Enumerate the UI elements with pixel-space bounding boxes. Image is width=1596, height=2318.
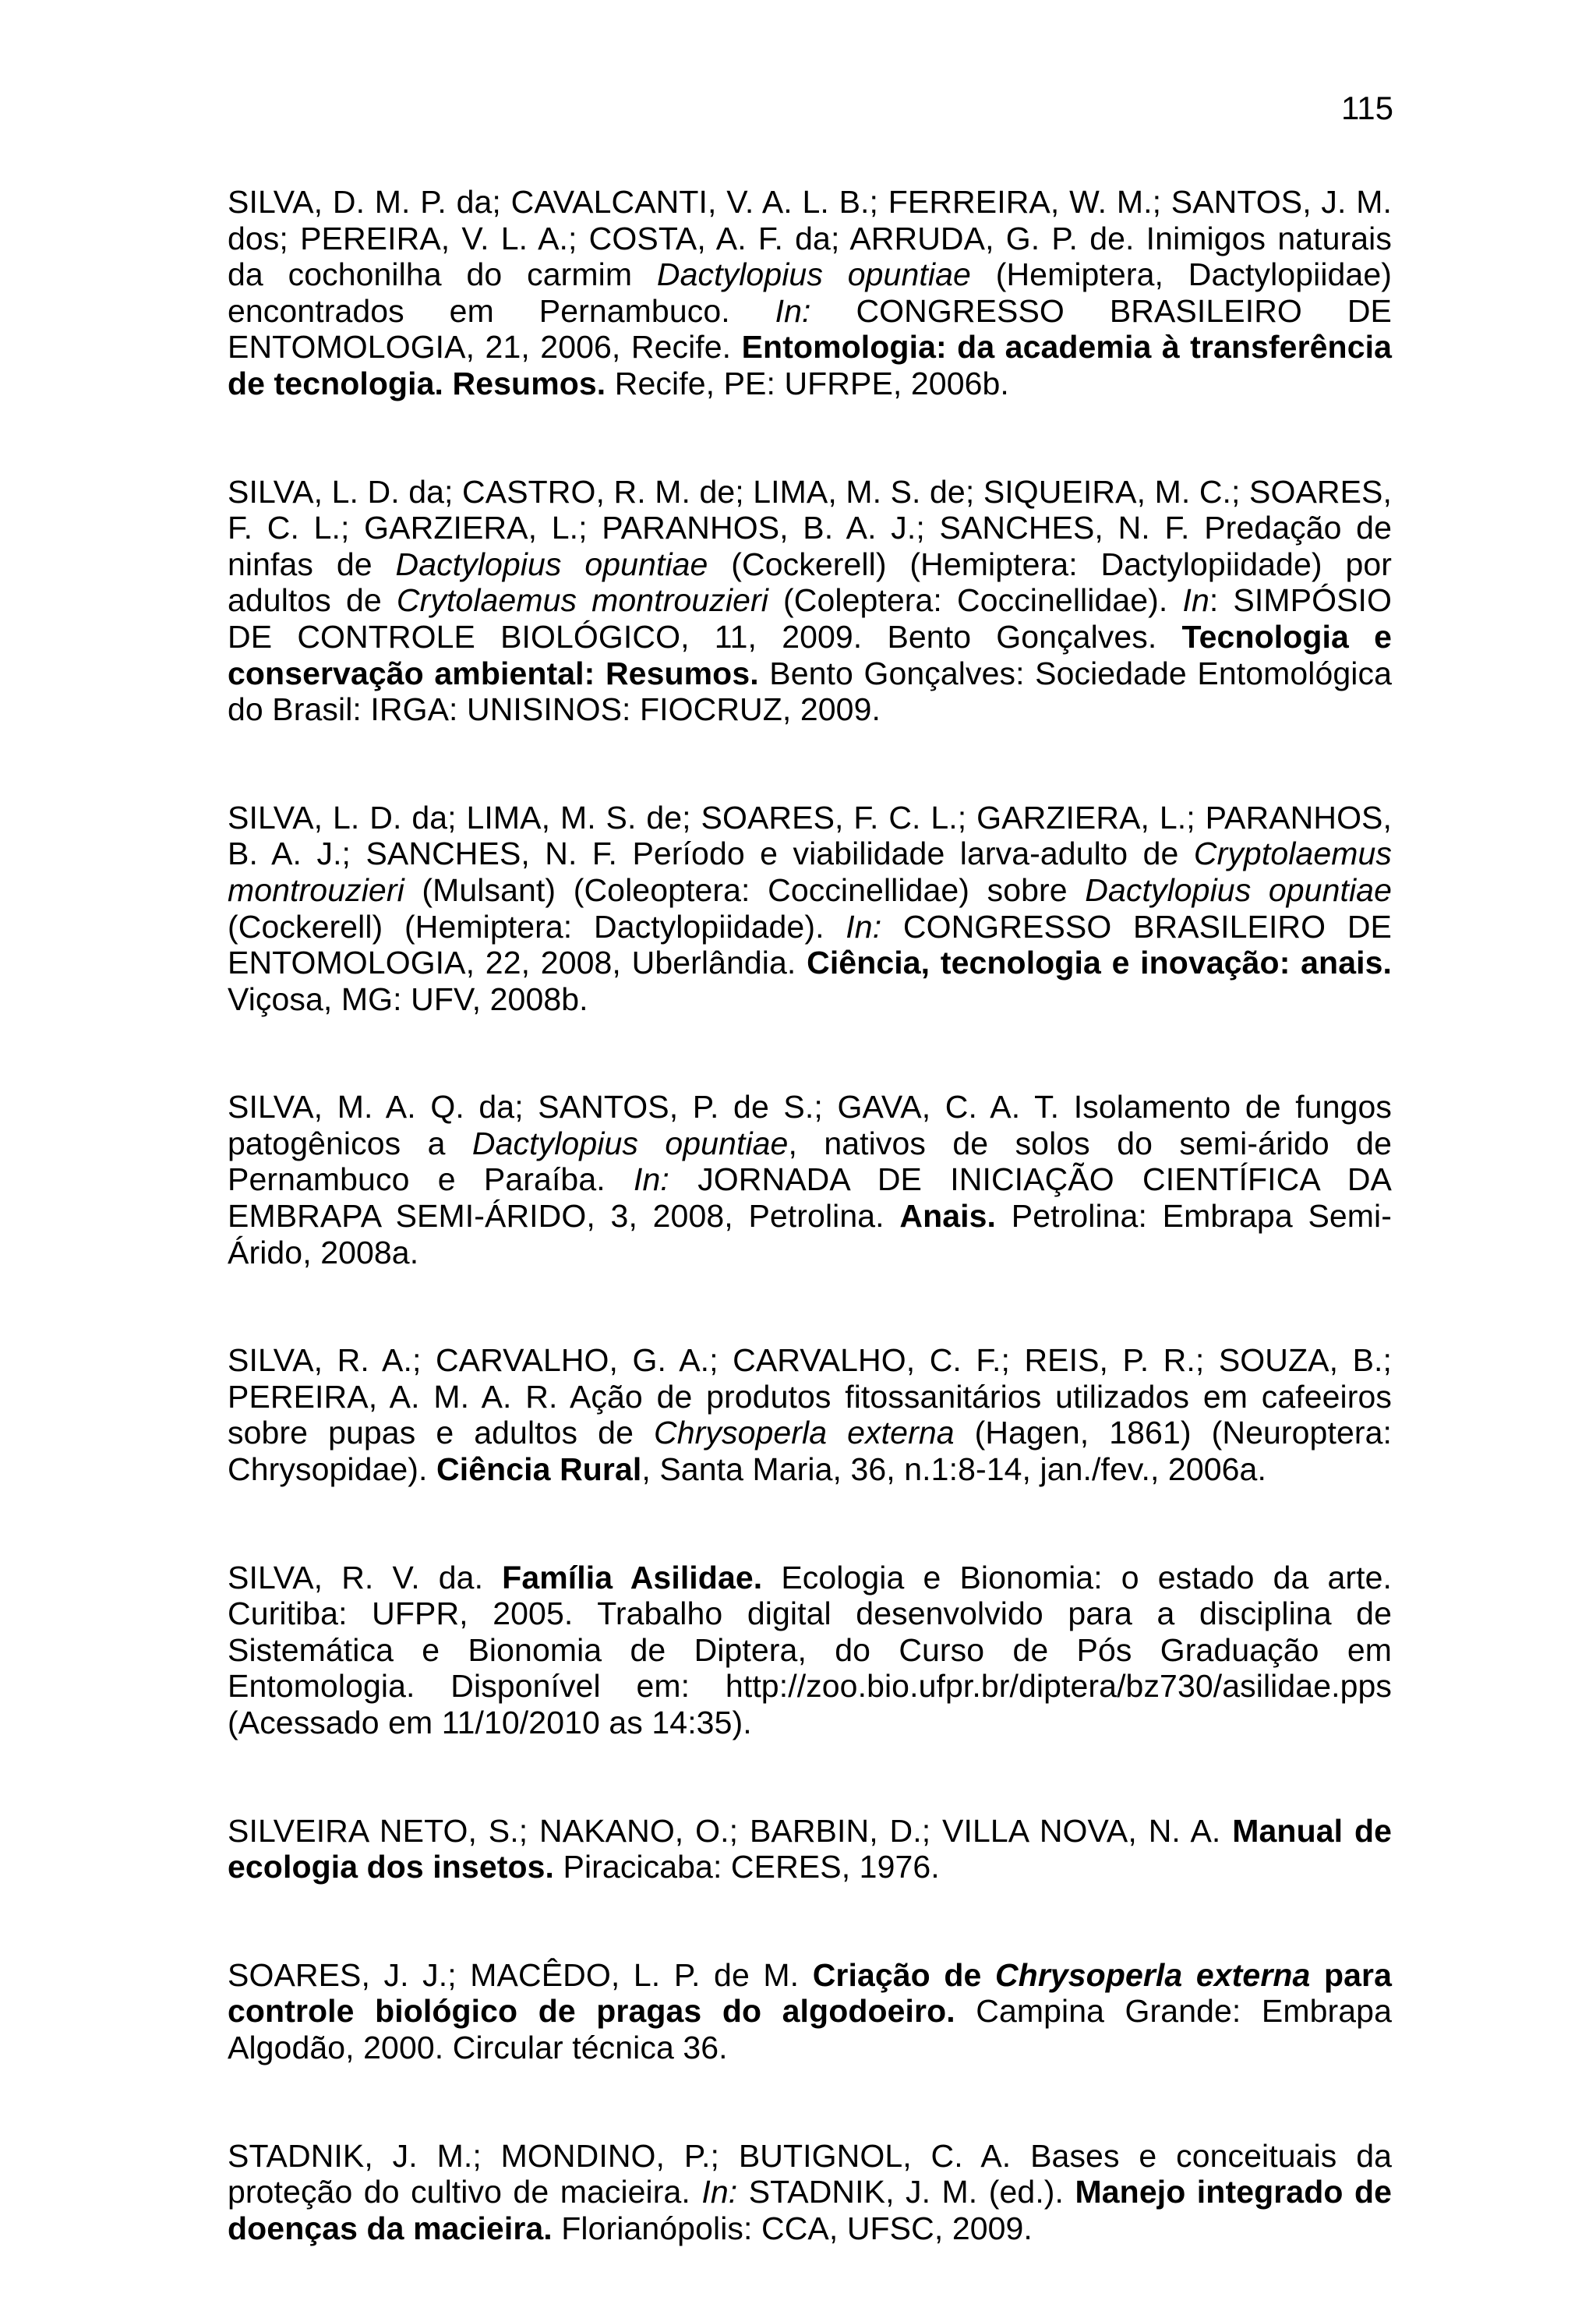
page-number: 115	[1341, 90, 1393, 126]
reference-text-segment: SILVA, L. D. da; LIMA, M. S. de; SOARES, F. C. L.; GARZIERA, L.; PARANHOS, B. A. J.; SANCHES, N. F. Período e viabilidade larva-adulto de	[228, 799, 1392, 872]
reference-text-segment: SILVA, L. D. da; CASTRO, R. M. de; LIMA, M. S. de; SIQUEIRA, M. C.; SOARES, F. C. L.; GARZIERA, L.; PARANHOS, B. A. J.; SANCHES, N. F. Predação de ninfas de	[228, 473, 1392, 582]
reference-text-segment: (Cockerell) (Hemiptera: Dactylopiidade).	[228, 908, 846, 945]
reference-text-segment: Manejo integrado de doenças da macieira.	[228, 2174, 1392, 2246]
reference-silva-rv-2005	[228, 1560, 1392, 1741]
reference-text-segment: Ecologia e Bionomia: o estado da arte. Curitiba: UFPR, 2005. Trabalho digital desenvolvido para a disciplina de Sistemática e Bionomia de Diptera, do Curso de Pós Graduação em Entomologia. Disponível em: http://zoo.bio.ufpr.br/diptera/bz730/asilidae.pps (Acessado em 11/10/2010 as 14:35).	[228, 1559, 1393, 1740]
reference-text-segment: para controle biológico de pragas do algodoeiro.	[228, 1956, 1392, 2030]
reference-silva-ra-2006a	[228, 1342, 1392, 1487]
reference-text-segment: (Cockerell) (Hemiptera: Dactylopiidade) por adultos de	[228, 546, 1393, 619]
reference-text-segment: STADNIK, J. M. (ed.).	[737, 2174, 1075, 2210]
reference-silva-ld-castro-2009	[228, 474, 1392, 728]
reference-text-segment: Dactylopius opuntiae	[1085, 871, 1392, 908]
reference-text-segment: Recife, PE: UFRPE, 2006b.	[606, 365, 1009, 401]
reference-text-segment: (Coleptera: Coccinellidae).	[768, 582, 1183, 619]
reference-silva-dmp-2006b	[228, 184, 1392, 402]
reference-text-segment: CONGRESSO BRASILEIRO DE ENTOMOLOGIA, 21, 2006, Recife.	[228, 292, 1392, 366]
reference-text-segment: Criação de	[812, 1956, 995, 1993]
reference-text-segment: SOARES, J. J.; MACÊDO, L. P. de M.	[228, 1956, 813, 1993]
reference-text-segment: (Hagen, 1861) (Neuroptera: Chrysopidae).	[228, 1415, 1393, 1488]
reference-text-segment: Dactylopius opuntiae	[395, 546, 708, 582]
reference-text-segment: : SIMPÓSIO DE CONTROLE BIOLÓGICO, 11, 2009. Bento Gonçalves.	[228, 582, 1392, 655]
reference-text-segment: Viçosa, MG: UFV, 2008b.	[228, 981, 588, 1017]
reference-text-segment: In:	[846, 908, 882, 945]
reference-text-segment: STADNIK, J. M.; MONDINO, P.; BUTIGNOL, C. A. Bases e conceituais da proteção do cultivo de macieira.	[228, 2137, 1392, 2210]
reference-soares-2000	[228, 1957, 1392, 2066]
reference-silva-ld-lima-2008b	[228, 800, 1392, 1018]
reference-text-segment: Florianópolis: CCA, UFSC, 2009.	[552, 2210, 1033, 2246]
reference-text-segment: Bento Gonçalves: Sociedade Entomológica do Brasil: IRGA: UNISINOS: FIOCRUZ, 2009.	[228, 655, 1392, 728]
reference-text-segment: CONGRESSO BRASILEIRO DE ENTOMOLOGIA, 22, 2008, Uberlândia.	[228, 908, 1393, 981]
reference-text-segment: Família Asilidae.	[502, 1559, 763, 1595]
reference-text-segment: Entomologia: da academia à transferência de tecnologia. Resumos.	[228, 329, 1392, 401]
reference-text-segment: (Mulsant) (Coleoptera: Coccinellidae) sobre	[404, 871, 1086, 908]
reference-text-segment: In	[1182, 582, 1209, 619]
reference-text-segment: Petrolina: Embrapa Semi-Árido, 2008a.	[228, 1198, 1393, 1270]
reference-stadnik-2009	[228, 2138, 1392, 2247]
reference-text-segment: In:	[775, 292, 811, 329]
reference-text-segment: Dactylopius opuntiae	[656, 256, 971, 293]
reference-silveira-neto-1976	[228, 1813, 1392, 1885]
reference-text-segment: Ciência Rural	[436, 1451, 642, 1488]
reference-text-segment: Manual de ecologia dos insetos.	[228, 1812, 1392, 1885]
reference-text-segment: SILVA, D. M. P. da; CAVALCANTI, V. A. L. B.; FERREIRA, W. M.; SANTOS, J. M. dos; PEREIRA, V. L. A.; COSTA, A. F. da; ARRUDA, G. P. de. Inimigos naturais da cochonilha do carmim	[228, 184, 1392, 293]
reference-text-segment: In:	[634, 1161, 669, 1198]
reference-text-segment: SILVEIRA NETO, S.; NAKANO, O.; BARBIN, D.; VILLA NOVA, N. A.	[228, 1812, 1233, 1849]
reference-text-segment: SILVA, R. A.; CARVALHO, G. A.; CARVALHO, C. F.; REIS, P. R.; SOUZA, B.; PEREIRA, A. M. A. R. Ação de produtos fitossanitários utilizados em cafeeiros sobre pupas e adultos de	[228, 1342, 1392, 1451]
reference-text-segment: SILVA, M. A. Q. da; SANTOS, P. de S.; GAVA, C. A. T. Isolamento de fungos patogênicos a	[228, 1089, 1392, 1161]
reference-text-segment: , nativos de solos do semi-árido de Pernambuco e Paraíba.	[228, 1125, 1392, 1198]
reference-text-segment: JORNADA DE INICIAÇÃO CIENTÍFICA DA EMBRAPA SEMI-ÁRIDO, 3, 2008, Petrolina.	[228, 1161, 1392, 1235]
reference-text-segment: Campina Grande: Embrapa Algodão, 2000. Circular técnica 36.	[228, 1993, 1392, 2065]
reference-text-segment: Ciência, tecnologia e inovação: anais.	[807, 945, 1392, 981]
reference-text-segment: (Hemiptera, Dactylopiidae) encontrados em Pernambuco.	[228, 256, 1392, 329]
reference-text-segment: SILVA, R. V. da.	[228, 1559, 503, 1595]
reference-text-segment: Chrysoperla externa	[654, 1415, 955, 1451]
reference-text-segment: Crytolaemus montrouzieri	[396, 582, 768, 619]
reference-text-segment: Dactylopius opuntiae	[471, 1125, 789, 1161]
reference-text-segment: Piracicaba: CERES, 1976.	[554, 1849, 940, 1885]
reference-text-segment: , Santa Maria, 36, n.1:8-14, jan./fev., 2006a.	[641, 1451, 1266, 1488]
reference-silva-maq-2008a	[228, 1089, 1392, 1270]
reference-text-segment: In:	[701, 2174, 738, 2210]
reference-list	[228, 184, 1392, 2318]
reference-text-segment: Chrysoperla externa	[994, 1956, 1311, 1993]
reference-text-segment: Tecnologia e conservação ambiental: Resumos.	[228, 618, 1392, 691]
reference-text-segment: Anais.	[899, 1198, 997, 1235]
reference-text-segment: Cryptolaemus montrouzieri	[228, 836, 1392, 908]
